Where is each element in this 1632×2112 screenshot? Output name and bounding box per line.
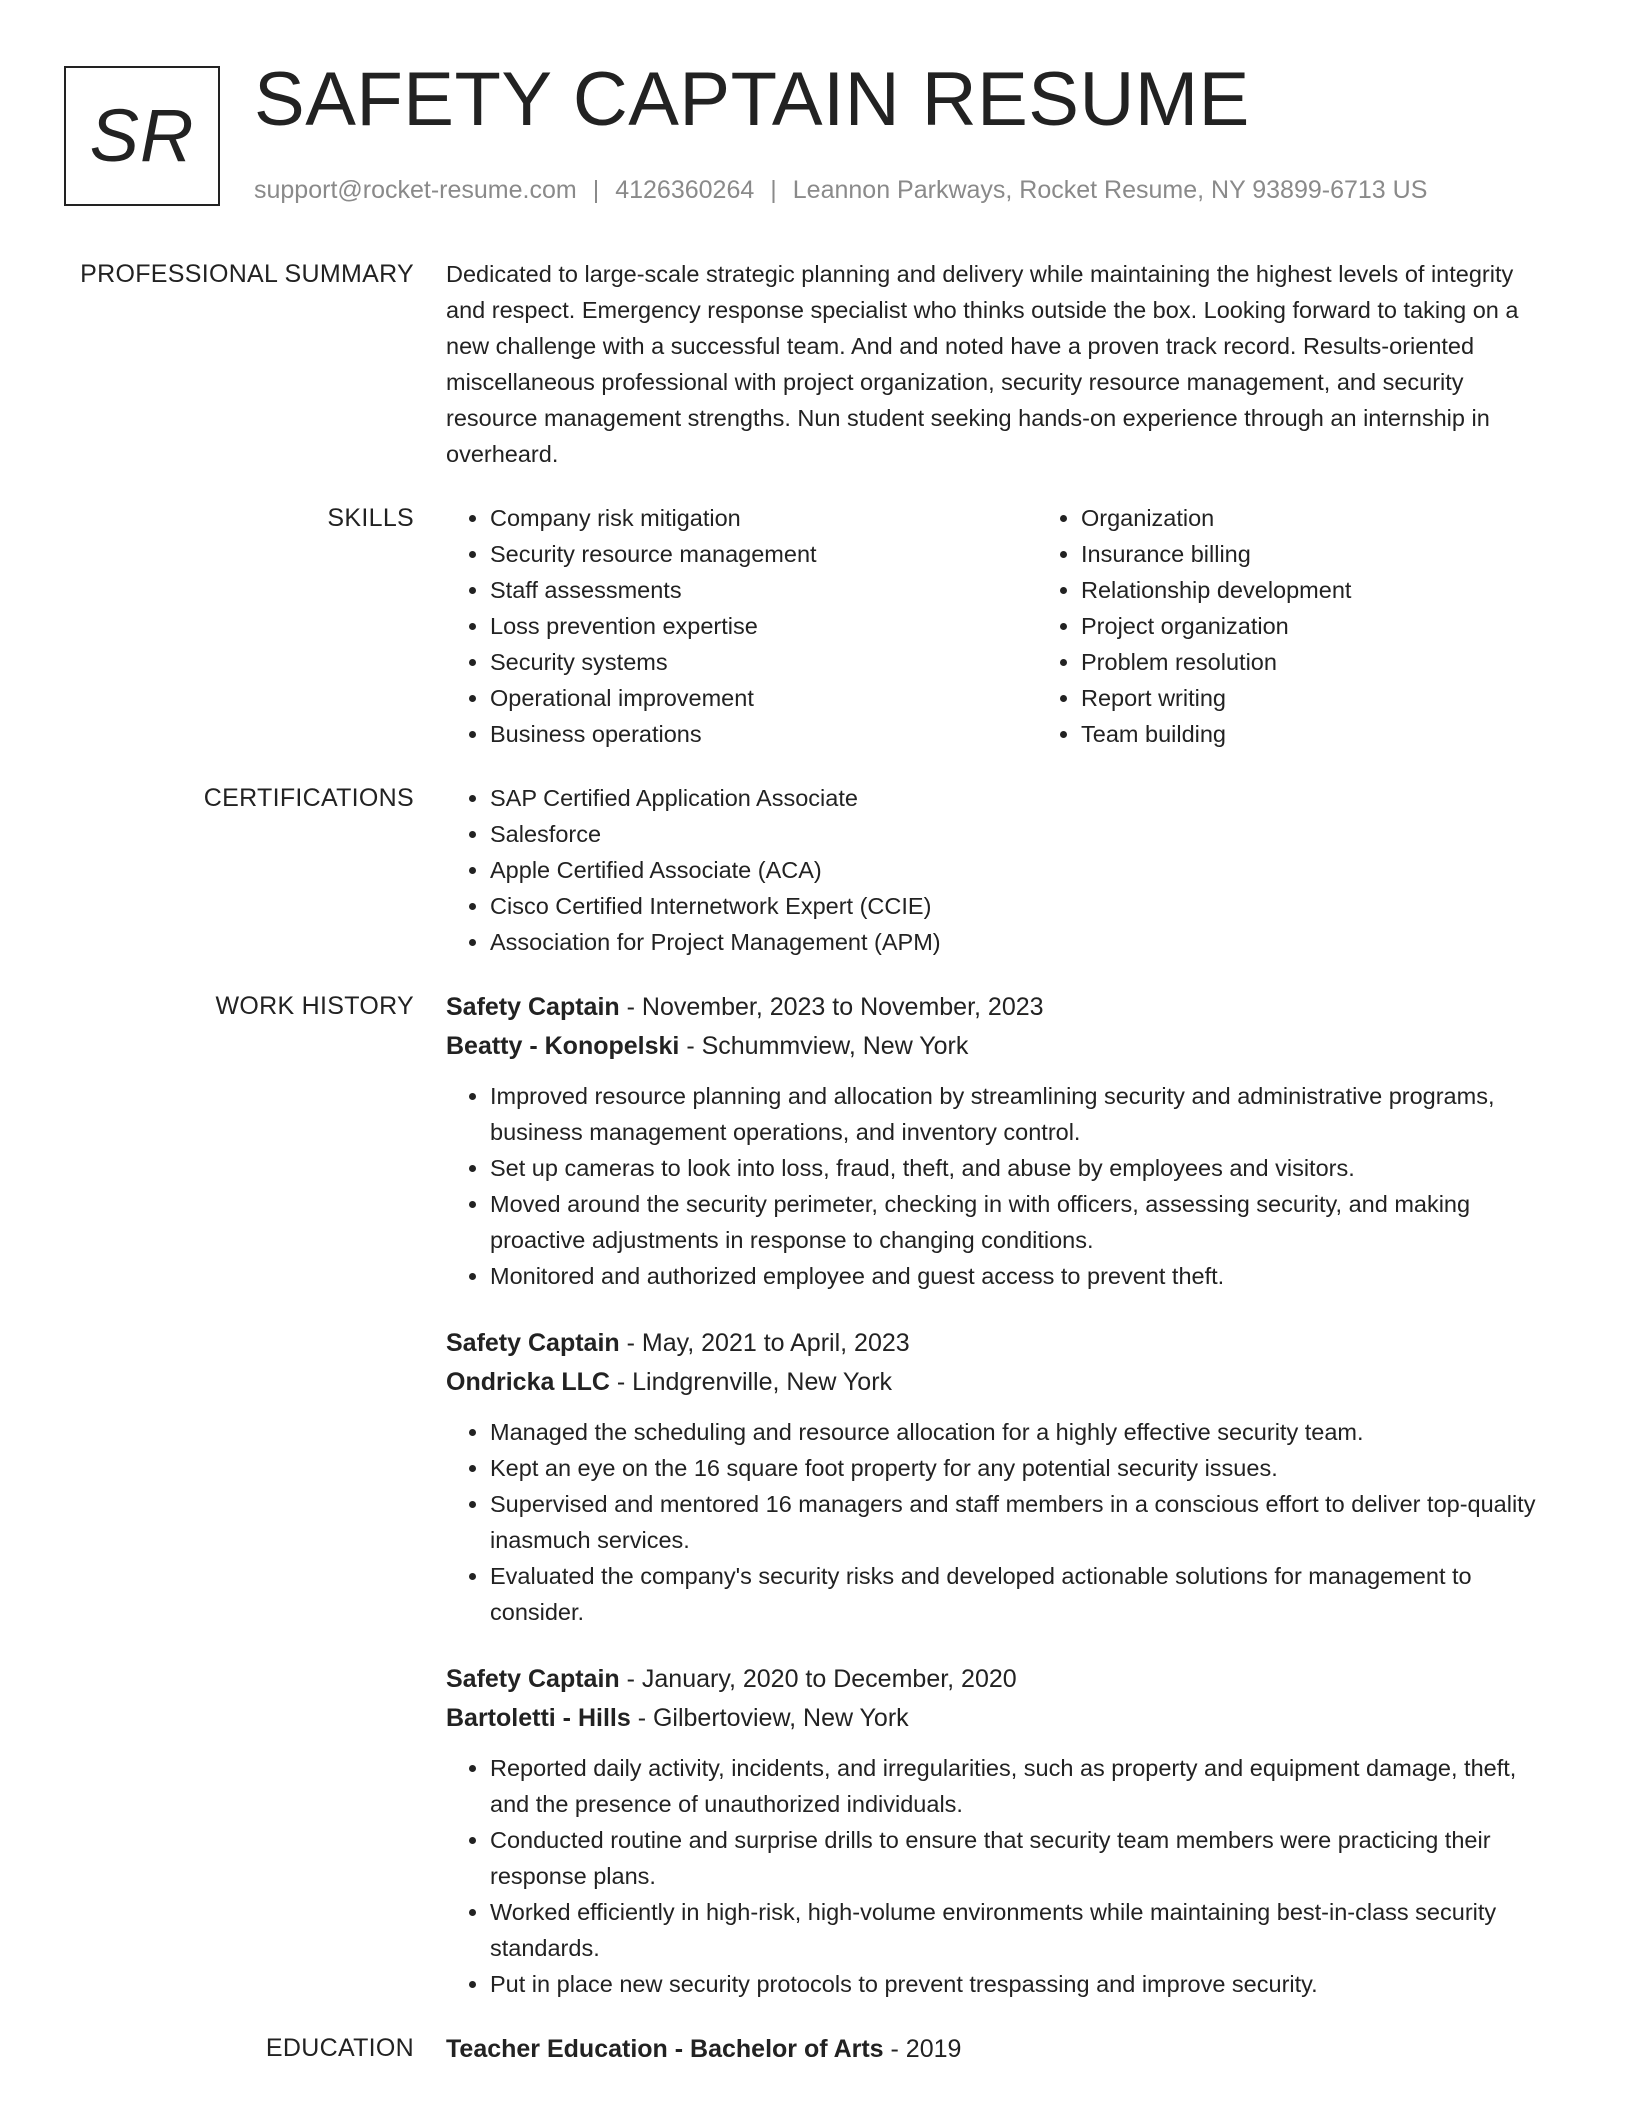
certification-item: • Salesforce — [490, 816, 1546, 852]
job-location: - Lindgrenville, New York — [609, 1368, 893, 1396]
education-year: - 2019 — [883, 2035, 962, 2063]
certification-item: • Association for Project Management (APM) — [490, 924, 1546, 960]
job-location: - Schummview, New York — [679, 1032, 969, 1060]
job-title-line — [446, 1660, 1546, 1699]
job-title: Safety Captain — [446, 1665, 620, 1693]
job-duties-list — [446, 1078, 1546, 1294]
job-company: Bartoletti - Hills — [446, 1704, 631, 1732]
job-duty: • Improved resource planning and allocation by streamlining security and administrative programs, business management operations, and inventory control. — [490, 1078, 1546, 1150]
job-duty: • Reported daily activity, incidents, and irregularities, such as property and equipment damage, theft, and the presence of unauthorized individuals. — [490, 1750, 1546, 1822]
job-title-line — [446, 1324, 1546, 1363]
job-duty: • Moved around the security perimeter, checking in with officers, assessing security, and making proactive adjustments in response to changing conditions. — [490, 1186, 1546, 1258]
job-duty: • Supervised and mentored 16 managers and staff members in a conscious effort to deliver top-quality inasmuch services. — [490, 1486, 1546, 1558]
skill-item: • Security systems — [490, 644, 1037, 680]
contact-separator: | — [592, 176, 600, 204]
section-professional-summary — [0, 256, 1632, 472]
job-title: Safety Captain — [446, 993, 620, 1021]
section-label: PROFESSIONAL SUMMARY — [80, 260, 414, 288]
job-location: - Gilbertoview, New York — [630, 1704, 909, 1732]
skill-item: • Organization — [1081, 500, 1628, 536]
section-label: CERTIFICATIONS — [203, 784, 414, 812]
skill-item: • Operational improvement — [490, 680, 1037, 716]
certification-item: • SAP Certified Application Associate — [490, 780, 1546, 816]
certification-item: • Apple Certified Associate (ACA) — [490, 852, 1546, 888]
contact-email[interactable]: support@rocket-resume.com — [254, 176, 577, 204]
skill-item: • Staff assessments — [490, 572, 1037, 608]
skill-item: • Project organization — [1081, 608, 1628, 644]
certifications-list — [446, 780, 1546, 960]
skills-list-left — [446, 500, 1037, 752]
job-entry — [446, 988, 1546, 1294]
job-company: Ondricka LLC — [446, 1368, 610, 1396]
skill-item: • Company risk mitigation — [490, 500, 1037, 536]
summary-text: Dedicated to large-scale strategic planning and delivery while maintaining the highest levels of integrity and respect. Emergency response specialist who thinks outside the box. Looking forward to taking on a new challenge with a successful team. And and noted have a proven track record. Results-oriented miscellaneous professional with project organization, security resource management, and security resource management strengths. Nun student seeking hands-on experience through an internship in overheard. — [446, 261, 1519, 467]
section-education — [0, 2030, 1632, 2069]
section-body — [446, 2030, 1546, 2069]
skills-columns — [446, 500, 1546, 752]
skill-item: • Team building — [1081, 716, 1628, 752]
skills-list-right — [1037, 500, 1628, 752]
job-company-line — [446, 1699, 1546, 1738]
job-title-line — [446, 988, 1546, 1027]
education-degree: Teacher Education - Bachelor of Arts — [446, 2035, 884, 2063]
job-duty: • Kept an eye on the 16 square foot property for any potential security issues. — [490, 1450, 1546, 1486]
job-company: Beatty - Konopelski — [446, 1032, 680, 1060]
job-duty: • Conducted routine and surprise drills to ensure that security team members were practicing their response plans. — [490, 1822, 1546, 1894]
section-body — [446, 256, 1546, 472]
page-title: SAFETY CAPTAIN RESUME — [254, 57, 1250, 142]
job-duty: • Monitored and authorized employee and guest access to prevent theft. — [490, 1258, 1546, 1294]
initials-monogram — [64, 66, 220, 206]
initials-text: SR — [89, 94, 195, 177]
job-dates: - January, 2020 to December, 2020 — [619, 1665, 1017, 1693]
contact-phone[interactable]: 4126360264 — [615, 176, 755, 204]
job-duty: • Put in place new security protocols to prevent trespassing and improve security. — [490, 1966, 1546, 2002]
job-duty: • Set up cameras to look into loss, fraud, theft, and abuse by employees and visitors. — [490, 1150, 1546, 1186]
job-duty: • Worked efficiently in high-risk, high-volume environments while maintaining best-in-class security standards. — [490, 1894, 1546, 1966]
job-duty: • Managed the scheduling and resource allocation for a highly effective security team. — [490, 1414, 1546, 1450]
job-duties-list — [446, 1414, 1546, 1630]
skill-item: • Business operations — [490, 716, 1037, 752]
skill-item: • Loss prevention expertise — [490, 608, 1037, 644]
skill-item: • Report writing — [1081, 680, 1628, 716]
section-label: WORK HISTORY — [215, 992, 414, 1020]
skill-item: • Problem resolution — [1081, 644, 1628, 680]
job-dates: - November, 2023 to November, 2023 — [619, 993, 1044, 1021]
skill-item: • Insurance billing — [1081, 536, 1628, 572]
contact-address: Leannon Parkways, Rocket Resume, NY 93899-6713 US — [792, 176, 1428, 204]
job-duties-list — [446, 1750, 1546, 2002]
job-duty: • Evaluated the company's security risks and developed actionable solutions for management to consider. — [490, 1558, 1546, 1630]
job-company-line — [446, 1363, 1546, 1402]
job-company-line — [446, 1027, 1546, 1066]
section-label: EDUCATION — [265, 2034, 414, 2062]
section-body — [446, 780, 1546, 960]
job-entry — [446, 1660, 1546, 2002]
section-work-history — [0, 988, 1632, 2002]
skill-item: • Security resource management — [490, 536, 1037, 572]
job-dates: - May, 2021 to April, 2023 — [619, 1329, 910, 1357]
section-body — [446, 988, 1546, 2002]
resume-sections — [0, 256, 1632, 2097]
section-skills — [0, 500, 1632, 752]
education-line — [446, 2030, 1546, 2069]
skill-item: • Relationship development — [1081, 572, 1628, 608]
certification-item: • Cisco Certified Internetwork Expert (CCIE) — [490, 888, 1546, 924]
section-certifications — [0, 780, 1632, 960]
section-label: SKILLS — [327, 504, 414, 532]
contact-line — [254, 172, 1427, 208]
section-body — [446, 500, 1546, 752]
job-title: Safety Captain — [446, 1329, 620, 1357]
job-entry — [446, 1324, 1546, 1630]
contact-separator: | — [770, 176, 777, 204]
